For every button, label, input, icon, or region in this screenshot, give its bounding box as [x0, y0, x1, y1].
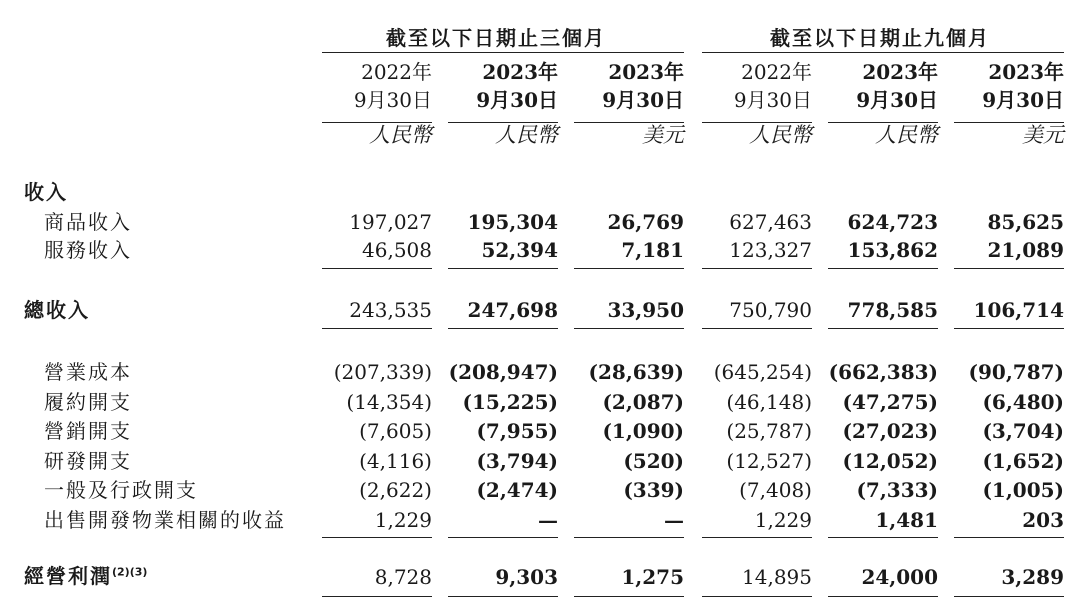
expense-row-value: (1,652): [982, 448, 1064, 473]
col-rule: [702, 122, 812, 123]
operating-profit-row-value: 8,728: [374, 565, 432, 589]
revenue-row-value: 85,625: [987, 210, 1064, 234]
total-rule: [954, 268, 1064, 269]
total-rule: [828, 328, 938, 329]
expense-row-value: (208,947): [448, 360, 558, 384]
col-rule: [322, 122, 432, 123]
column-header-currency: 美元: [1022, 123, 1064, 147]
total-rule: [322, 328, 432, 329]
expense-row-value: (207,339): [333, 360, 432, 384]
total-rule: [574, 268, 684, 269]
total-revenue-row-value: 247,698: [467, 298, 558, 322]
expense-row-value: (2,474): [476, 478, 558, 502]
column-header-date: 9月30日: [353, 88, 432, 112]
expense-row-value: 203: [1022, 507, 1064, 532]
column-header-year: 2022年: [741, 60, 812, 84]
expense-row-value: (2,622): [359, 478, 432, 502]
revenue-row-value: 21,089: [987, 238, 1064, 262]
column-header-date: 9月30日: [856, 88, 938, 112]
total-rule: [322, 268, 432, 269]
column-header-date: 9月30日: [733, 88, 812, 112]
column-header-currency: 人民幣: [749, 123, 812, 147]
column-header-date: 9月30日: [476, 88, 558, 112]
expense-row-label: 出售開發物業相關的收益: [44, 507, 286, 532]
revenue-row-value: 624,723: [847, 210, 938, 234]
header-three-months: 截至以下日期止三個月: [386, 26, 606, 50]
header-rule-nine: [702, 52, 1064, 53]
operating-profit-row-value: 3,289: [1001, 565, 1064, 589]
total-rule: [574, 537, 684, 538]
footnote-ref: (2)(3): [112, 565, 148, 579]
total-rule: [954, 596, 1064, 597]
col-rule: [448, 122, 558, 123]
total-revenue-row-value: 33,950: [607, 298, 684, 322]
total-rule: [954, 328, 1064, 329]
expense-row-value: (27,023): [842, 419, 938, 443]
total-rule: [702, 537, 812, 538]
expense-row-value: (46,148): [726, 389, 812, 414]
expense-row-value: (25,787): [726, 419, 812, 443]
operating-profit-label: [24, 566, 147, 586]
revenue-row-value: 627,463: [729, 210, 812, 234]
col-rule: [828, 122, 938, 123]
expense-row-value: (2,087): [602, 389, 684, 414]
expense-row-value: (7,955): [476, 419, 558, 443]
total-rule: [322, 537, 432, 538]
expense-row-value: 1,229: [374, 507, 432, 532]
expense-row-label: 一般及行政開支: [44, 478, 198, 502]
column-header-currency: 美元: [642, 123, 684, 147]
revenue-row-label: 商品收入: [44, 210, 132, 234]
revenue-row-value: 153,862: [847, 238, 938, 262]
column-header-year: 2023年: [608, 60, 684, 84]
operating-profit-row-value: 1,275: [621, 565, 684, 589]
column-header-date: 9月30日: [982, 88, 1064, 112]
revenue-title: 收入: [24, 180, 68, 204]
expense-row-value: (7,408): [739, 478, 812, 502]
total-rule: [448, 537, 558, 538]
total-rule: [448, 596, 558, 597]
total-revenue-row-value: 778,585: [847, 298, 938, 322]
expense-row-value: (90,787): [968, 360, 1064, 384]
total-revenue-row-value: 106,714: [973, 298, 1064, 322]
expense-row-value: (645,254): [713, 360, 812, 384]
total-rule: [702, 596, 812, 597]
expense-row-value: (6,480): [982, 389, 1064, 414]
column-header-currency: 人民幣: [495, 123, 558, 147]
operating-profit-row-value: 9,303: [495, 565, 558, 589]
revenue-row-value: 46,508: [362, 238, 432, 262]
revenue-row-value: 26,769: [607, 210, 684, 234]
col-rule: [954, 122, 1064, 123]
column-header-currency: 人民幣: [369, 123, 432, 147]
expense-row-value: (339): [623, 478, 684, 502]
operating-profit-row-value: 24,000: [861, 565, 938, 589]
total-revenue-row-value: 750,790: [729, 298, 812, 322]
total-revenue-row-label: 總收入: [24, 298, 90, 322]
expense-row-value: (14,354): [346, 389, 432, 414]
revenue-row-value: 195,304: [467, 210, 558, 234]
operating-profit-row-value: 14,895: [742, 565, 812, 589]
total-rule: [448, 328, 558, 329]
expense-row-value: —: [538, 507, 558, 532]
column-header-year: 2023年: [482, 60, 558, 84]
total-rule: [828, 537, 938, 538]
expense-row-value: (47,275): [842, 389, 938, 414]
expense-row-label: 營銷開支: [44, 419, 132, 443]
expense-row-value: (662,383): [828, 360, 938, 384]
expense-row-value: 1,229: [754, 507, 812, 532]
column-header-year: 2022年: [361, 60, 432, 84]
total-rule: [448, 268, 558, 269]
total-rule: [828, 268, 938, 269]
operating-profit-text: 經營利潤: [24, 564, 112, 588]
total-rule: [574, 596, 684, 597]
expense-row-label: 履約開支: [44, 389, 132, 414]
column-header-currency: 人民幣: [875, 123, 938, 147]
expense-row-value: (4,116): [359, 448, 432, 473]
revenue-row-value: 52,394: [481, 238, 558, 262]
column-header-date: 9月30日: [602, 88, 684, 112]
expense-row-value: (1,090): [602, 419, 684, 443]
column-header-year: 2023年: [988, 60, 1064, 84]
total-rule: [828, 596, 938, 597]
expense-row-value: (3,794): [476, 448, 558, 473]
revenue-row-value: 7,181: [621, 238, 684, 262]
expense-row-value: (1,005): [982, 478, 1064, 502]
total-rule: [702, 328, 812, 329]
expense-row-value: (7,333): [856, 478, 938, 502]
revenue-row-value: 197,027: [349, 210, 432, 234]
expense-row-value: —: [664, 507, 684, 532]
expense-row-value: (520): [623, 448, 684, 473]
column-header-year: 2023年: [862, 60, 938, 84]
expense-row-value: (12,527): [726, 448, 812, 473]
expense-row-value: (7,605): [359, 419, 432, 443]
expense-row-value: (12,052): [842, 448, 938, 473]
col-rule: [574, 122, 684, 123]
expense-row-value: (28,639): [588, 360, 684, 384]
total-revenue-row-value: 243,535: [349, 298, 432, 322]
expense-row-value: (15,225): [462, 389, 558, 414]
total-rule: [574, 328, 684, 329]
revenue-row-value: 123,327: [729, 238, 812, 262]
total-rule: [322, 596, 432, 597]
revenue-row-label: 服務收入: [44, 238, 132, 262]
expense-row-value: (3,704): [982, 419, 1064, 443]
header-rule-three: [322, 52, 684, 53]
expense-row-label: 研發開支: [44, 448, 132, 473]
total-rule: [954, 537, 1064, 538]
expense-row-value: 1,481: [875, 507, 938, 532]
header-nine-months: 截至以下日期止九個月: [770, 26, 990, 50]
total-rule: [702, 268, 812, 269]
expense-row-label: 營業成本: [44, 360, 132, 384]
